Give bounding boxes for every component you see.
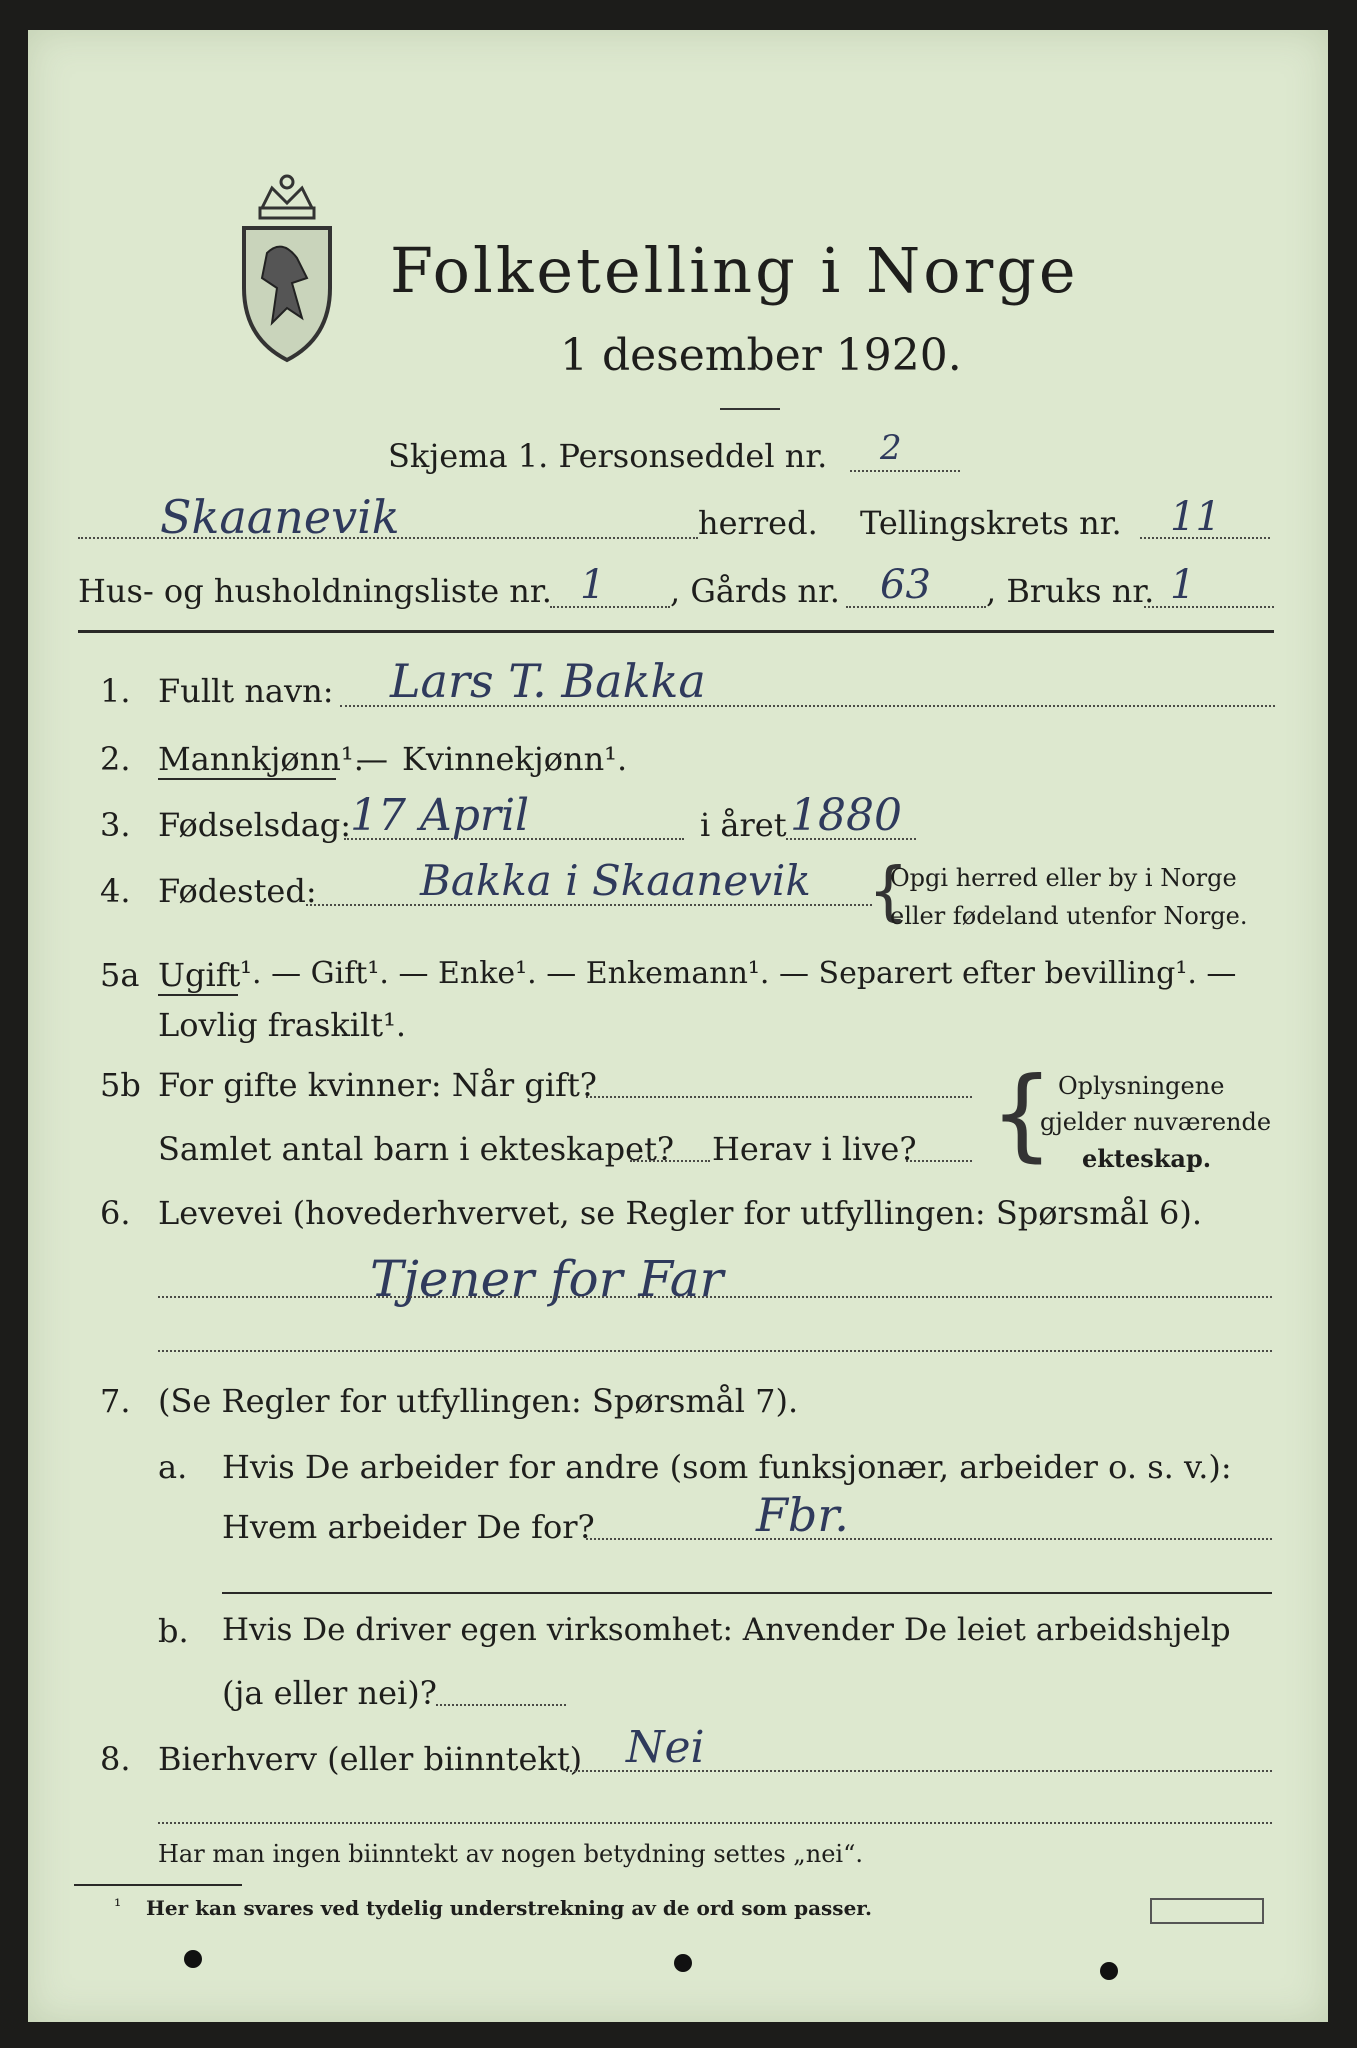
q3-number: 3. xyxy=(100,806,131,844)
q5b-note-line2: gjelder nuværende xyxy=(1040,1108,1272,1136)
tellingskrets-value: 11 xyxy=(1170,494,1221,540)
punch-hole xyxy=(674,1954,692,1972)
bruks-label: , Bruks nr. xyxy=(986,572,1155,610)
q5b-note-line1: Oplysningene xyxy=(1058,1072,1225,1100)
q3-label: Fødselsdag: xyxy=(158,806,352,844)
q1-label: Fullt navn: xyxy=(158,672,334,710)
q7b-text: Hvis De driver egen virksomhet: Anvender De leiet arbeidshjelp xyxy=(222,1612,1231,1648)
employer-value: Fbr. xyxy=(756,1488,849,1542)
employer-field[interactable] xyxy=(586,1538,1272,1540)
q7b-number: b. xyxy=(158,1612,189,1650)
footnote-text: Her kan svares ved tydelig understrekning av de ord som passer. xyxy=(146,1896,872,1920)
gards-value: 63 xyxy=(880,562,931,608)
title-divider xyxy=(720,408,780,410)
q7a-text: Hvis De arbeider for andre (som funksjonær, arbeider o. s. v.): xyxy=(222,1448,1232,1486)
ugift-underline xyxy=(158,994,238,996)
q5b-brace: { xyxy=(990,1055,1054,1172)
form-title: Folketelling i Norge xyxy=(390,234,1079,307)
marital-status-options[interactable]: ¹. — Gift¹. — Enke¹. — Enkemann¹. — Separert efter bevilling¹. — xyxy=(240,956,1237,991)
husholdningsliste-field[interactable] xyxy=(550,606,670,608)
lovlig-fraskilt-option[interactable]: Lovlig fraskilt¹. xyxy=(158,1006,407,1044)
punch-hole xyxy=(184,1950,202,1968)
bruks-value: 1 xyxy=(1170,562,1196,608)
q5b-note-line3: ekteskap. xyxy=(1082,1144,1212,1173)
personseddel-value: 2 xyxy=(880,428,902,468)
q2-separator: — xyxy=(356,740,388,778)
occupation-field-line2[interactable] xyxy=(158,1350,1272,1352)
q6-label: Levevei (hovederhvervet, se Regler for utfyllingen: Spørsmål 6). xyxy=(158,1194,1203,1232)
full-name-value: Lars T. Bakka xyxy=(390,654,706,708)
antal-barn-label: Samlet antal barn i ekteskapet? xyxy=(158,1130,675,1168)
q7a-number: a. xyxy=(158,1448,188,1486)
bierhverv-field-line2[interactable] xyxy=(158,1822,1272,1824)
husholdningsliste-label: Hus- og husholdningsliste nr. xyxy=(78,572,552,610)
q6-number: 6. xyxy=(100,1194,131,1232)
q1-number: 1. xyxy=(100,672,131,710)
naar-gift-label: For gifte kvinner: Når gift? xyxy=(158,1066,597,1104)
q8-number: 8. xyxy=(100,1740,131,1778)
tellingskrets-label: Tellingskrets nr. xyxy=(860,504,1122,542)
employer-field-line2[interactable] xyxy=(222,1592,1272,1594)
coat-of-arms-icon xyxy=(232,168,342,368)
aaret-label: i året xyxy=(700,806,787,844)
occupation-field[interactable] xyxy=(158,1296,1272,1298)
husholdningsliste-value: 1 xyxy=(580,562,606,608)
biinntekt-note: Har man ingen biinntekt av nogen betydning settes „nei“. xyxy=(158,1840,863,1868)
footnote-rule xyxy=(74,1884,242,1886)
herav-i-live-field[interactable] xyxy=(906,1160,972,1162)
footnote-mark: ¹ xyxy=(114,1896,122,1917)
census-date: 1 desember 1920. xyxy=(560,330,962,381)
herred-value: Skaanevik xyxy=(160,490,400,544)
q4-brace: { xyxy=(868,855,909,929)
punch-hole xyxy=(1100,1962,1118,1980)
schema-label: Skjema 1. Personseddel nr. xyxy=(388,437,828,475)
q8-label: Bierhverv (eller biinntekt) xyxy=(158,1740,583,1778)
q2-number: 2. xyxy=(100,740,131,778)
personseddel-field[interactable] xyxy=(850,470,960,472)
bruks-field[interactable] xyxy=(1144,606,1274,608)
mannkjonn-option[interactable]: Mannkjønn¹. xyxy=(158,740,364,778)
q7a-question: Hvem arbeider De for? xyxy=(222,1508,595,1546)
ugift-option[interactable]: Ugift xyxy=(158,956,241,994)
q4-note-line2: eller fødeland utenfor Norge. xyxy=(890,902,1248,930)
occupation-value: Tjener for Far xyxy=(370,1250,724,1308)
mannkjonn-underline xyxy=(158,778,336,780)
leiet-arbeidshjelp-field[interactable] xyxy=(436,1704,566,1706)
birth-year-value: 1880 xyxy=(790,790,902,841)
kvinnekjonn-option[interactable]: Kvinnekjønn¹. xyxy=(402,740,628,778)
q5a-number: 5a xyxy=(100,956,140,994)
q5b-number: 5b xyxy=(100,1066,141,1104)
q7b-question: (ja eller nei)? xyxy=(222,1674,437,1712)
q7-number: 7. xyxy=(100,1382,131,1420)
herred-label: herred. xyxy=(698,504,818,542)
bierhverv-value: Nei xyxy=(626,1722,705,1773)
printer-stamp xyxy=(1150,1898,1264,1924)
header-divider xyxy=(78,630,1274,633)
q7-label: (Se Regler for utfyllingen: Spørsmål 7). xyxy=(158,1382,799,1420)
birthday-value: 17 April xyxy=(350,790,530,841)
naar-gift-field[interactable] xyxy=(586,1096,972,1098)
q4-note-line1: Opgi herred eller by i Norge xyxy=(890,864,1237,892)
gards-label: , Gårds nr. xyxy=(670,572,840,610)
birthplace-value: Bakka i Skaanevik xyxy=(420,856,811,905)
q4-number: 4. xyxy=(100,872,131,910)
herav-i-live-label: Herav i live? xyxy=(712,1130,917,1168)
antal-barn-field[interactable] xyxy=(630,1160,710,1162)
q4-label: Fødested: xyxy=(158,872,317,910)
